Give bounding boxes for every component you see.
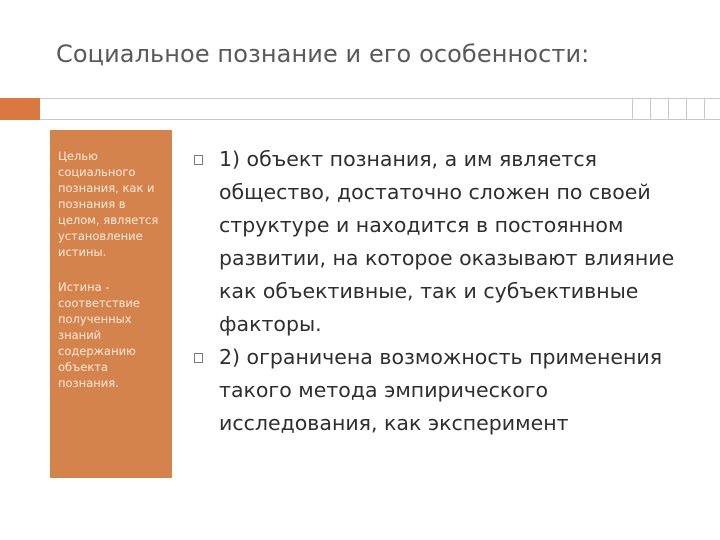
main-content bbox=[192, 143, 704, 440]
accent-tick bbox=[632, 98, 633, 120]
accent-band bbox=[40, 98, 720, 120]
bullet-item bbox=[192, 341, 704, 440]
square-bullet-icon bbox=[194, 353, 203, 363]
sidebar-paragraph: Целью социального познания, как и познания в целом, является установление истины. bbox=[58, 149, 159, 259]
sidebar-panel bbox=[50, 130, 172, 478]
accent-block bbox=[0, 98, 40, 120]
accent-tick bbox=[650, 98, 651, 120]
accent-tick bbox=[668, 98, 669, 120]
bullet-text: 2) ограничена возможность применения такого метода эмпирического исследования, как эксперимент bbox=[219, 345, 663, 435]
sidebar-paragraph: Истина - соответствие полученных знаний содержанию объекта познания. bbox=[58, 280, 140, 390]
slide-title: Социальное познание и его особенности: bbox=[56, 40, 590, 68]
accent-tick bbox=[704, 98, 705, 120]
accent-tick bbox=[686, 98, 687, 120]
bullet-item bbox=[192, 143, 704, 341]
bullet-text: 1) объект познания, а им является общество, достаточно сложен по своей структуре и находится в постоянном развитии, на которое оказывают влияние как объективные, так и субъективные факторы. bbox=[219, 147, 675, 336]
square-bullet-icon bbox=[194, 155, 203, 165]
